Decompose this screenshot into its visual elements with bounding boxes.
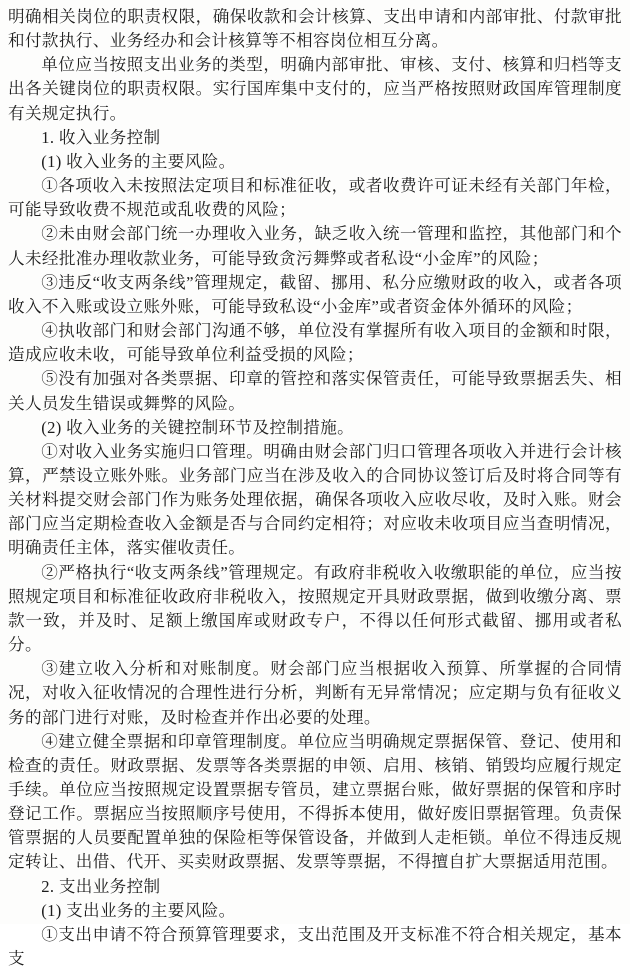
paragraph: ②未由财会部门统一办理收入业务，缺乏收入统一管理和监控，其他部门和个人未经批准办理收款业务，可能导致贪污舞弊或者私设“小金库”的风险； <box>8 224 622 268</box>
paragraph: (1) 支出业务的主要风险。 <box>41 900 236 920</box>
paragraph: 单位应当按照支出业务的类型，明确内部审批、审核、支付、核算和归档等支出各关键岗位的职责权限。实行国库集中支付的，应当严格按照财政国库管理制度有关规定执行。 <box>8 55 622 123</box>
paragraph: ④执收部门和财会部门沟通不够，单位没有掌握所有收入项目的金额和时限，造成应收未收，可能导致单位利益受损的风险； <box>8 321 622 365</box>
paragraph: ①对收入业务实施归口管理。明确由财会部门归口管理各项收入并进行会计核算，严禁设立账外账。业务部门应当在涉及收入的合同协议签订后及时将合同等有关材料提交财会部门作为账务处理依据，确保各项收入应收尽收，及时入账。财会部门应当定期检查收入金额是否与合同约定相符；对应收未收项目应当查明情况，明确责任主体，落实催收责任。 <box>8 441 622 558</box>
paragraph: ②严格执行“收支两条线”管理规定。有政府非税收入收缴职能的单位，应当按照规定项目和标准征收政府非税收入，按照规定开具财政票据，做到收缴分离、票款一致，并及时、足额上缴国库或财政专户，不得以任何形式截留、挪用或者私分。 <box>8 562 622 655</box>
paragraph: ⑤没有加强对各类票据、印章的管控和落实保管责任，可能导致票据丢失、相关人员发生错误或舞弊的风险。 <box>8 369 622 413</box>
paragraph: (1) 收入业务的主要风险。 <box>41 151 236 171</box>
paragraph: ④建立健全票据和印章管理制度。单位应当明确规定票据保管、登记、使用和检查的责任。财政票据、发票等各类票据的申领、启用、核销、销毁均应履行规定手续。单位应当按照规定设置票据专管员，建立票据台账，做好票据的保管和序时登记工作。票据应当按照顺序号使用，不得拆本使用，做好废旧票据管理。负责保管票据的人员要配置单独的保险柜等保管设备，并做到人走柜锁。单位不得违反规定转让、出借、代开、买卖财政票据、发票等票据，不得擅自扩大票据适用范围。 <box>8 731 622 872</box>
paragraph: ①各项收入未按照法定项目和标准征收，或者收费许可证未经有关部门年检，可能导致收费不规范或乱收费的风险； <box>8 176 622 220</box>
paragraph: ③违反“收支两条线”管理规定，截留、挪用、私分应缴财政的收入，或者各项收入不入账或设立账外账，可能导致私设“小金库”或者资金体外循环的风险； <box>8 272 622 316</box>
paragraph: (2) 收入业务的关键控制环节及控制措施。 <box>41 417 355 437</box>
paragraph: ①支出申请不符合预算管理要求，支出范围及开支标准不符合相关规定，基本支 <box>8 924 622 969</box>
paragraph: ③建立收入分析和对账制度。财会部门应当根据收入预算、所掌握的合同情况，对收入征收情况的合理性进行分析，判断有无异常情况；应定期与负有征收义务的部门进行对账，及时检查并作出必要的处理。 <box>8 659 622 727</box>
paragraph: 1. 收入业务控制 <box>41 127 161 147</box>
paragraph: 2. 支出业务控制 <box>41 876 161 896</box>
page-text <box>8 5 622 971</box>
paragraph: 明确相关岗位的职责权限，确保收款和会计核算、支出申请和内部审批、付款审批和付款执行、业务经办和会计核算等不相容岗位相互分离。 <box>8 7 622 51</box>
